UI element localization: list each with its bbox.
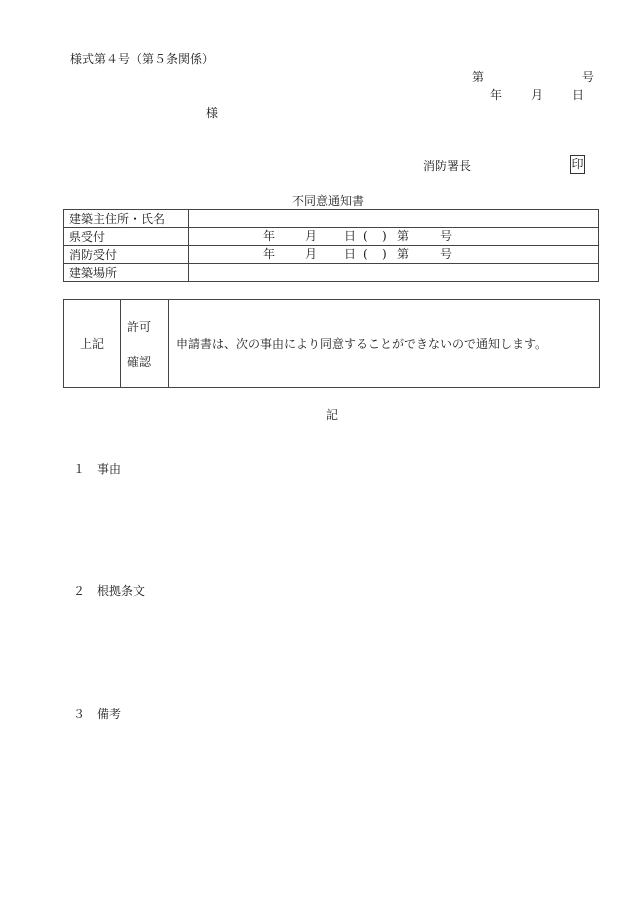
section-1-number: １ xyxy=(73,462,86,476)
site-value[interactable] xyxy=(189,264,599,282)
pref-paren-open: ( xyxy=(363,229,368,243)
form-number: 様式第４号（第５条関係） xyxy=(70,52,215,66)
fire-reception-row xyxy=(64,246,599,264)
doc-number-prefix: 第 xyxy=(472,70,485,84)
application-info-table xyxy=(63,209,599,282)
pref-reception-label: 県受付 xyxy=(64,228,189,246)
date-month: 月 xyxy=(531,88,544,102)
fire-number-prefix: 第 xyxy=(397,247,410,261)
above-label: 上記 xyxy=(64,300,121,388)
doc-number-suffix: 号 xyxy=(582,70,595,84)
permit-confirm-cell xyxy=(121,300,169,388)
fire-day: 日 xyxy=(344,247,357,261)
fire-number-suffix: 号 xyxy=(440,247,453,261)
seal-box: 印 xyxy=(570,155,585,174)
date-day: 日 xyxy=(572,88,585,102)
section-2-number: ２ xyxy=(73,584,86,598)
pref-reception-row xyxy=(64,228,599,246)
sender-title: 消防署長 xyxy=(423,159,472,173)
pref-paren-close: ) xyxy=(382,229,387,243)
document-title: 不同意通知書 xyxy=(292,194,365,208)
seal-mark xyxy=(570,155,585,174)
pref-number-suffix: 号 xyxy=(440,229,453,243)
section-1-label: 事由 xyxy=(97,462,122,476)
pref-number-prefix: 第 xyxy=(397,229,410,243)
date-year: 年 xyxy=(490,88,503,102)
ki-heading: 記 xyxy=(326,408,339,422)
fire-paren-open: ( xyxy=(363,247,368,261)
applicant-value[interactable] xyxy=(189,210,599,228)
notice-text: 申請書は、次の事由により同意することができないので通知します。 xyxy=(169,300,600,388)
section-3-number: ３ xyxy=(73,707,86,721)
site-label: 建築場所 xyxy=(64,264,189,282)
confirm-label: 確認 xyxy=(127,355,152,369)
fire-year: 年 xyxy=(263,247,276,261)
applicant-label: 建築主住所・氏名 xyxy=(64,210,189,228)
section-2-label: 根拠条文 xyxy=(97,584,146,598)
pref-reception-value[interactable] xyxy=(189,228,599,246)
notice-table xyxy=(63,299,600,388)
fire-reception-value[interactable] xyxy=(189,246,599,264)
fire-month: 月 xyxy=(305,247,318,261)
addressee-suffix: 様 xyxy=(206,106,219,120)
pref-month: 月 xyxy=(305,229,318,243)
fire-reception-label: 消防受付 xyxy=(64,246,189,264)
pref-year: 年 xyxy=(263,229,276,243)
permit-label: 許可 xyxy=(127,320,152,334)
section-3-label: 備考 xyxy=(97,707,122,721)
site-row xyxy=(64,264,599,282)
applicant-row xyxy=(64,210,599,228)
fire-paren-close: ) xyxy=(382,247,387,261)
pref-day: 日 xyxy=(344,229,357,243)
